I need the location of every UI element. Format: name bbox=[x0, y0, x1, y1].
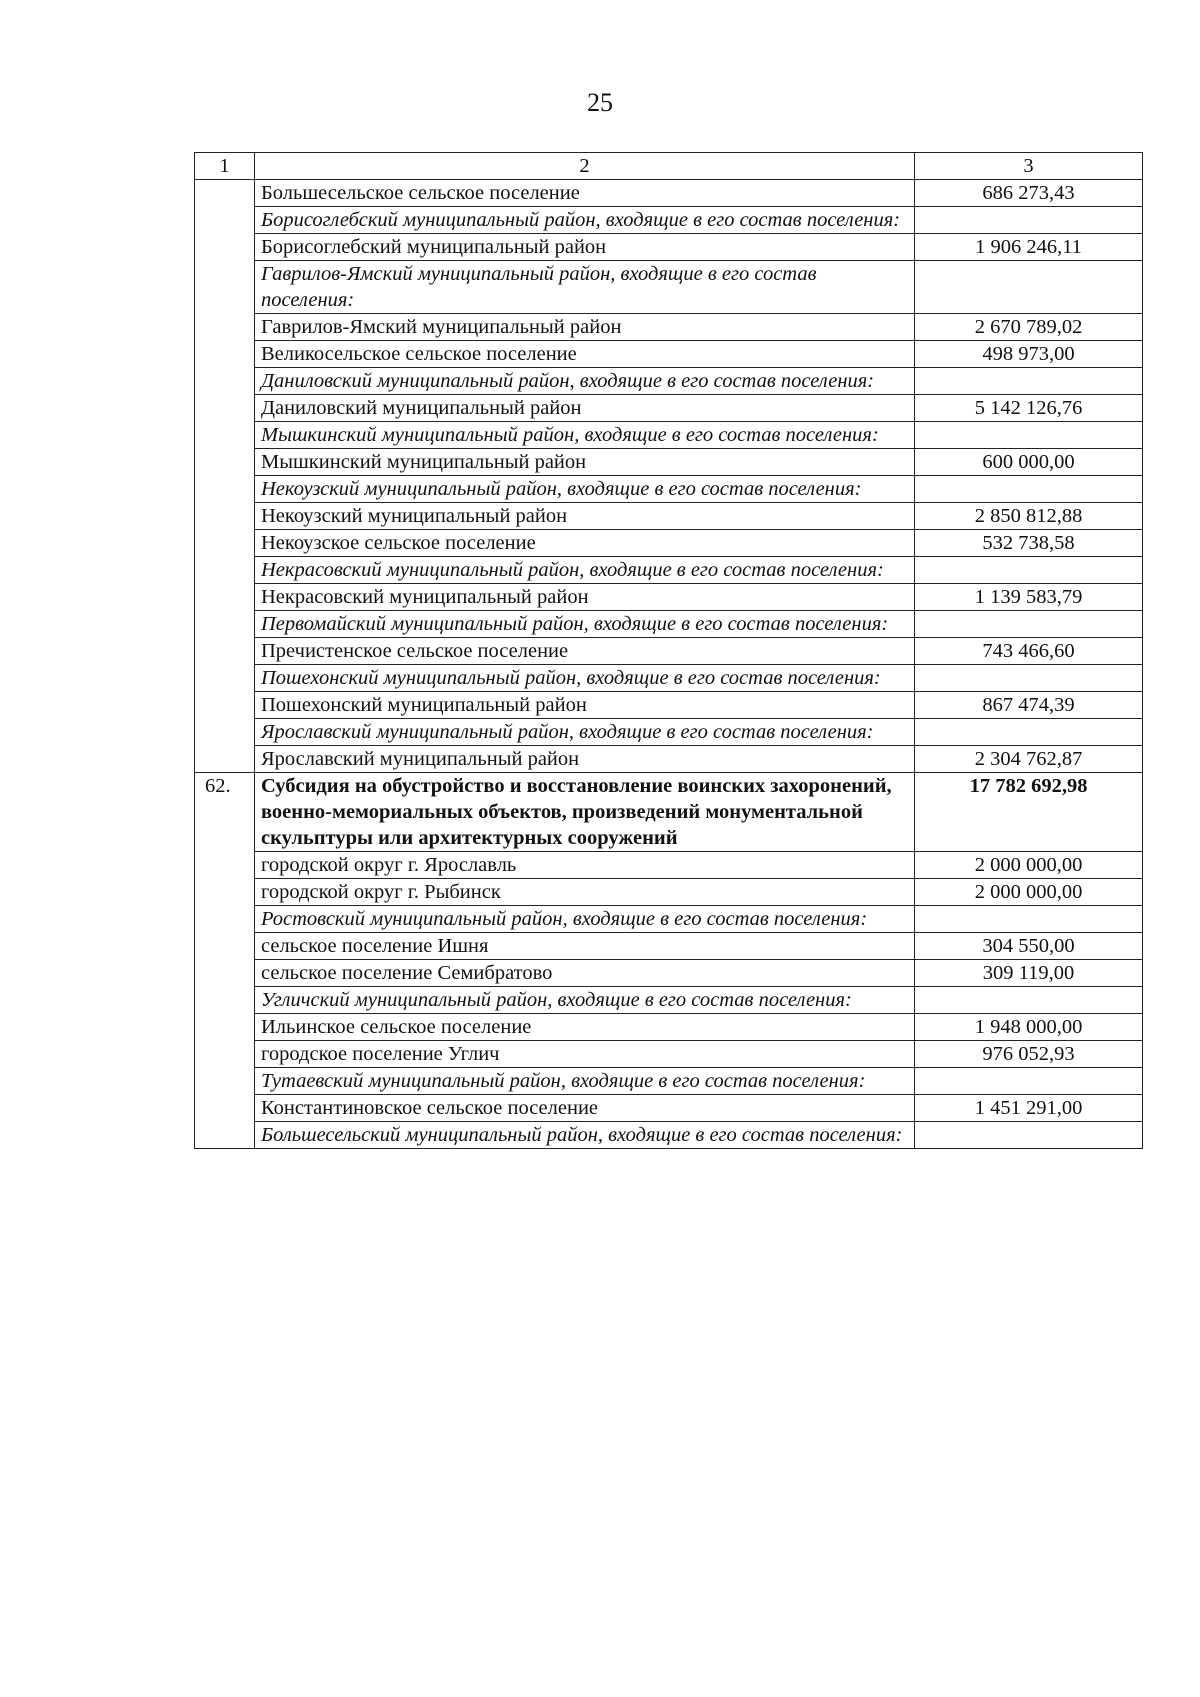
row-name-cell: Большесельский муниципальный район, входящие в его состав поселения: bbox=[255, 1122, 915, 1149]
row-number-cell bbox=[195, 503, 255, 530]
row-number-cell bbox=[195, 852, 255, 879]
row-value-cell bbox=[915, 207, 1143, 234]
table-row bbox=[195, 503, 1143, 530]
row-value-cell: 976 052,93 bbox=[915, 1041, 1143, 1068]
row-value-cell: 5 142 126,76 bbox=[915, 395, 1143, 422]
row-number-cell bbox=[195, 476, 255, 503]
table-row bbox=[195, 584, 1143, 611]
row-number-cell bbox=[195, 746, 255, 773]
table-row bbox=[195, 557, 1143, 584]
row-name-cell: Гаврилов-Ямский муниципальный район, входящие в его состав поселения: bbox=[255, 261, 915, 314]
row-name-cell: Большесельское сельское поселение bbox=[255, 180, 915, 207]
row-name-cell: Угличский муниципальный район, входящие в его состав поселения: bbox=[255, 987, 915, 1014]
table-row bbox=[195, 611, 1143, 638]
table-row bbox=[195, 422, 1143, 449]
row-name-cell: Ярославский муниципальный район bbox=[255, 746, 915, 773]
row-name-cell: Даниловский муниципальный район, входящие в его состав поселения: bbox=[255, 368, 915, 395]
row-number-cell bbox=[195, 638, 255, 665]
row-name-cell: Некоузское сельское поселение bbox=[255, 530, 915, 557]
table-row bbox=[195, 1014, 1143, 1041]
table-row bbox=[195, 1041, 1143, 1068]
row-name-cell: городской округ г. Ярославль bbox=[255, 852, 915, 879]
row-value-cell: 2 670 789,02 bbox=[915, 314, 1143, 341]
table-row bbox=[195, 638, 1143, 665]
row-value-cell: 1 139 583,79 bbox=[915, 584, 1143, 611]
row-number-cell bbox=[195, 1095, 255, 1122]
table-row bbox=[195, 852, 1143, 879]
row-name-cell: городской округ г. Рыбинск bbox=[255, 879, 915, 906]
row-number-cell bbox=[195, 584, 255, 611]
row-value-cell: 743 466,60 bbox=[915, 638, 1143, 665]
row-value-cell bbox=[915, 719, 1143, 746]
row-number-cell bbox=[195, 314, 255, 341]
table-row bbox=[195, 314, 1143, 341]
row-number-cell bbox=[195, 611, 255, 638]
table-row bbox=[195, 449, 1143, 476]
row-number-cell bbox=[195, 719, 255, 746]
row-name-cell: Константиновское сельское поселение bbox=[255, 1095, 915, 1122]
row-number-cell bbox=[195, 879, 255, 906]
row-name-cell: Некоузский муниципальный район bbox=[255, 503, 915, 530]
table-row bbox=[195, 234, 1143, 261]
row-number-cell bbox=[195, 180, 255, 207]
row-number-cell bbox=[195, 368, 255, 395]
row-name-cell: Ростовский муниципальный район, входящие в его состав поселения: bbox=[255, 906, 915, 933]
row-number-cell bbox=[195, 960, 255, 987]
row-value-cell: 1 451 291,00 bbox=[915, 1095, 1143, 1122]
row-name-cell: Пошехонский муниципальный район bbox=[255, 692, 915, 719]
row-number-cell bbox=[195, 207, 255, 234]
row-value-cell: 600 000,00 bbox=[915, 449, 1143, 476]
row-number-cell bbox=[195, 1122, 255, 1149]
row-number-cell bbox=[195, 530, 255, 557]
row-value-cell bbox=[915, 476, 1143, 503]
row-number-cell bbox=[195, 933, 255, 960]
row-value-cell bbox=[915, 906, 1143, 933]
table-row bbox=[195, 879, 1143, 906]
row-name-cell: Мышкинский муниципальный район bbox=[255, 449, 915, 476]
table-row bbox=[195, 207, 1143, 234]
row-name-cell: городское поселение Углич bbox=[255, 1041, 915, 1068]
row-name-cell: сельское поселение Ишня bbox=[255, 933, 915, 960]
row-value-cell: 2 000 000,00 bbox=[915, 852, 1143, 879]
row-value-cell bbox=[915, 665, 1143, 692]
row-number-cell bbox=[195, 422, 255, 449]
table-row bbox=[195, 906, 1143, 933]
row-value-cell bbox=[915, 368, 1143, 395]
table-row bbox=[195, 180, 1143, 207]
row-value-cell: 17 782 692,98 bbox=[915, 773, 1143, 852]
table-row bbox=[195, 261, 1143, 314]
row-number-cell bbox=[195, 395, 255, 422]
row-number-cell bbox=[195, 1068, 255, 1095]
header-col-3: 3 bbox=[915, 153, 1143, 180]
row-value-cell: 304 550,00 bbox=[915, 933, 1143, 960]
row-name-cell: Некоузский муниципальный район, входящие в его состав поселения: bbox=[255, 476, 915, 503]
row-value-cell: 1 906 246,11 bbox=[915, 234, 1143, 261]
row-value-cell: 309 119,00 bbox=[915, 960, 1143, 987]
row-number-cell: 62. bbox=[195, 773, 255, 852]
table-row bbox=[195, 933, 1143, 960]
row-name-cell: Тутаевский муниципальный район, входящие в его состав поселения: bbox=[255, 1068, 915, 1095]
row-number-cell bbox=[195, 1041, 255, 1068]
row-name-cell: Великосельское сельское поселение bbox=[255, 341, 915, 368]
row-name-cell: Некрасовский муниципальный район bbox=[255, 584, 915, 611]
row-name-cell: Субсидия на обустройство и восстановление воинских захоронений, военно-мемориальных объектов, произведений монументальной скульптуры или архитектурных сооружений bbox=[255, 773, 915, 852]
table-row bbox=[195, 341, 1143, 368]
row-name-cell: Мышкинский муниципальный район, входящие в его состав поселения: bbox=[255, 422, 915, 449]
table-row bbox=[195, 1122, 1143, 1149]
row-name-cell: сельское поселение Семибратово bbox=[255, 960, 915, 987]
row-value-cell bbox=[915, 261, 1143, 314]
row-value-cell bbox=[915, 987, 1143, 1014]
table-row bbox=[195, 719, 1143, 746]
row-name-cell: Ильинское сельское поселение bbox=[255, 1014, 915, 1041]
table-row bbox=[195, 1068, 1143, 1095]
page-number: 25 bbox=[587, 88, 613, 117]
row-number-cell bbox=[195, 341, 255, 368]
row-number-cell bbox=[195, 261, 255, 314]
row-value-cell: 498 973,00 bbox=[915, 341, 1143, 368]
row-value-cell: 2 000 000,00 bbox=[915, 879, 1143, 906]
row-name-cell: Пречистенское сельское поселение bbox=[255, 638, 915, 665]
row-name-cell: Первомайский муниципальный район, входящие в его состав поселения: bbox=[255, 611, 915, 638]
table-row bbox=[195, 665, 1143, 692]
table-row bbox=[195, 960, 1143, 987]
row-value-cell: 2 850 812,88 bbox=[915, 503, 1143, 530]
table-header-row bbox=[195, 153, 1143, 180]
row-number-cell bbox=[195, 449, 255, 476]
row-name-cell: Некрасовский муниципальный район, входящие в его состав поселения: bbox=[255, 557, 915, 584]
table-row bbox=[195, 746, 1143, 773]
row-name-cell: Гаврилов-Ямский муниципальный район bbox=[255, 314, 915, 341]
row-number-cell bbox=[195, 906, 255, 933]
row-name-cell: Пошехонский муниципальный район, входящие в его состав поселения: bbox=[255, 665, 915, 692]
row-name-cell: Борисоглебский муниципальный район bbox=[255, 234, 915, 261]
row-name-cell: Борисоглебский муниципальный район, входящие в его состав поселения: bbox=[255, 207, 915, 234]
row-name-cell: Даниловский муниципальный район bbox=[255, 395, 915, 422]
table-row bbox=[195, 987, 1143, 1014]
row-number-cell bbox=[195, 692, 255, 719]
header-col-2: 2 bbox=[255, 153, 915, 180]
row-number-cell bbox=[195, 1014, 255, 1041]
row-value-cell: 686 273,43 bbox=[915, 180, 1143, 207]
table-body bbox=[195, 180, 1143, 1149]
budget-table bbox=[194, 152, 1143, 1149]
row-value-cell: 2 304 762,87 bbox=[915, 746, 1143, 773]
table-row bbox=[195, 395, 1143, 422]
table-row bbox=[195, 1095, 1143, 1122]
row-value-cell bbox=[915, 1068, 1143, 1095]
row-value-cell: 532 738,58 bbox=[915, 530, 1143, 557]
row-value-cell: 867 474,39 bbox=[915, 692, 1143, 719]
row-value-cell bbox=[915, 422, 1143, 449]
row-number-cell bbox=[195, 987, 255, 1014]
header-col-1: 1 bbox=[195, 153, 255, 180]
row-value-cell bbox=[915, 611, 1143, 638]
row-value-cell: 1 948 000,00 bbox=[915, 1014, 1143, 1041]
row-value-cell bbox=[915, 1122, 1143, 1149]
table-row bbox=[195, 773, 1143, 852]
table-row bbox=[195, 368, 1143, 395]
table-row bbox=[195, 692, 1143, 719]
row-name-cell: Ярославский муниципальный район, входящие в его состав поселения: bbox=[255, 719, 915, 746]
row-number-cell bbox=[195, 665, 255, 692]
row-number-cell bbox=[195, 557, 255, 584]
row-value-cell bbox=[915, 557, 1143, 584]
table-row bbox=[195, 530, 1143, 557]
row-number-cell bbox=[195, 234, 255, 261]
table-row bbox=[195, 476, 1143, 503]
